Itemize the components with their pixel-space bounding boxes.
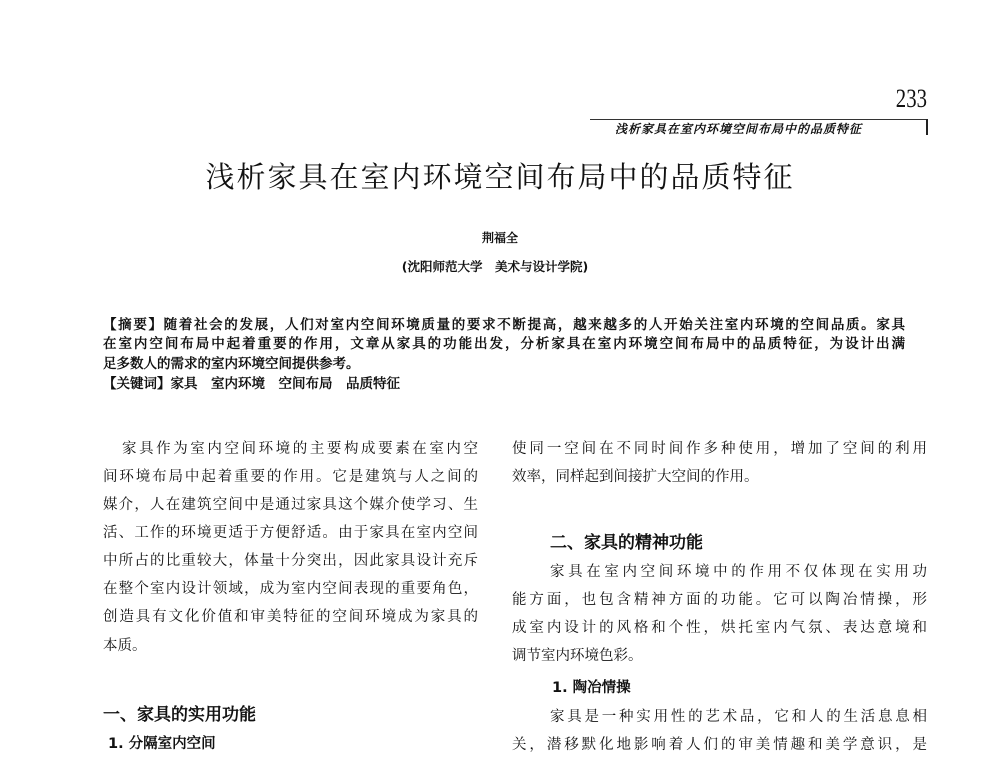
section-heading: 一、家具的实用功能 [103, 705, 256, 725]
abstract-line: 足多数人的需求的室内环境空间提供参考。 [103, 356, 360, 372]
abstract-line: 在室内空间布局中起着重要的作用，文章从家具的功能出发，分析家具在室内环境空间布局中的品质特征，为设计出满 [103, 336, 905, 352]
body-line: 本质。 [103, 638, 147, 654]
section-heading: 二、家具的精神功能 [550, 533, 703, 553]
body-line: 调节室内环境色彩。 [512, 648, 643, 664]
abstract-line: 【摘要】随着社会的发展，人们对室内空间环境质量的要求不断提高，越来越多的人开始关注室内环境的空间品质。家具 [103, 317, 905, 333]
subsection-heading: 1. 分隔室内空间 [108, 736, 216, 752]
body-line: 效率，同样起到间接扩大空间的作用。 [512, 469, 759, 485]
body-line: 间环境布局中起着重要的作用。它是建筑与人之间的 [103, 469, 478, 485]
body-line: 中所占的比重较大，体量十分突出，因此家具设计充斥 [103, 553, 478, 569]
author: 荆福全 [481, 231, 518, 245]
affiliation: (沈阳师范大学 美术与设计学院) [401, 259, 589, 274]
subsection-heading: 1. 陶冶情操 [552, 680, 631, 696]
body-line: 能方面，也包含精神方面的功能。它可以陶冶情操，形 [512, 592, 927, 608]
body-line: 家具是一种实用性的艺术品，它和人的生活息息相 [550, 709, 927, 725]
body-line: 媒介，人在建筑空间中是通过家具这个媒介使学习、生 [103, 497, 478, 513]
body-line: 成室内设计的风格和个性，烘托室内气氛、表达意境和 [512, 620, 927, 636]
page-number: 233 [895, 84, 927, 113]
body-line: 家具在室内空间环境中的作用不仅体现在实用功 [550, 564, 927, 580]
body-line: 关，潜移默化地影响着人们的审美情趣和美学意识，是 [512, 737, 927, 753]
body-line: 家具作为室内空间环境的主要构成要素在室内空 [122, 441, 478, 457]
body-line: 使同一空间在不同时间作多种使用，增加了空间的利用 [512, 441, 927, 457]
body-line: 在整个室内设计领域，成为室内空间表现的重要角色， [103, 581, 478, 597]
keywords: 【关键词】家具 室内环境 空间布局 品质特征 [103, 376, 400, 392]
running-title: 浅析家具在室内环境空间布局中的品质特征 [615, 122, 863, 136]
header-bar [926, 119, 928, 135]
body-line: 创造具有文化价值和审美特征的空间环境成为家具的 [103, 609, 478, 625]
article-title: 浅析家具在室内环境空间布局中的品质特征 [205, 160, 795, 194]
body-line: 活、工作的环境更适于方便舒适。由于家具在室内空间 [103, 525, 478, 541]
